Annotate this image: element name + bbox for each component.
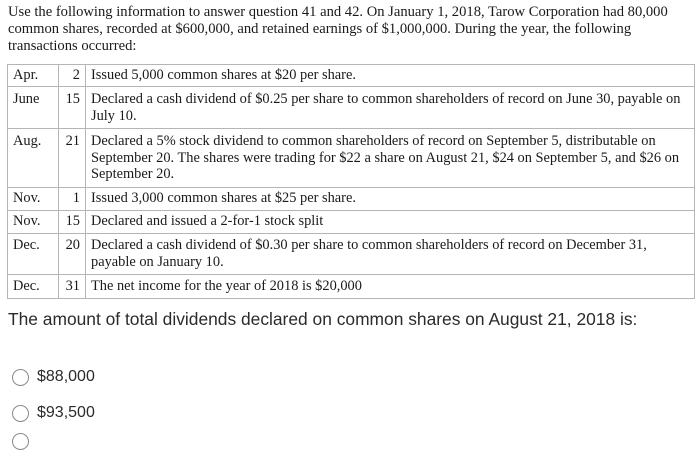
transactions-table [7, 64, 695, 299]
table-row [8, 188, 695, 211]
transaction-day: 2 [59, 65, 86, 87]
transaction-day: 1 [59, 188, 86, 211]
transaction-description: Declared a cash dividend of $0.25 per share to common shareholders of record on June 30, payable on July 10. [86, 87, 695, 129]
transaction-description: Issued 3,000 common shares at $25 per share. [86, 188, 695, 211]
transaction-description: Declared a cash dividend of $0.30 per share to common shareholders of record on December 31, payable on January 10. [86, 234, 695, 275]
answer-options [12, 365, 95, 437]
intro-text: Use the following information to answer question 41 and 42. On January 1, 2018, Tarow Corporation had 80,000 common shares, recorded at $600,000, and retained earnings of $1,000,000. During the year, the following transactions occurred: [8, 4, 668, 54]
transaction-month: June [8, 87, 59, 129]
transaction-day: 15 [59, 211, 86, 234]
transaction-month: Dec. [8, 234, 59, 275]
transaction-day: 15 [59, 87, 86, 129]
transaction-month: Aug. [8, 129, 59, 188]
radio-button[interactable] [12, 405, 29, 422]
transaction-description: Declared a 5% stock dividend to common shareholders of record on September 5, distributable on September 20. The shares were trading for $22 a share on August 21, $24 on September 5, and $26 on September 20. [86, 129, 695, 188]
table-row [8, 65, 695, 87]
table-row [8, 87, 695, 129]
transaction-description: The net income for the year of 2018 is $20,000 [86, 275, 695, 299]
transaction-month: Nov. [8, 211, 59, 234]
answer-option-label: $93,500 [37, 404, 95, 421]
answer-option-2[interactable] [12, 401, 95, 425]
table-row [8, 275, 695, 299]
radio-button[interactable] [12, 369, 29, 386]
table-row [8, 129, 695, 188]
transaction-day: 20 [59, 234, 86, 275]
transaction-month: Nov. [8, 188, 59, 211]
transaction-description: Issued 5,000 common shares at $20 per share. [86, 65, 695, 87]
question-text: The amount of total dividends declared on common shares on August 21, 2018 is: [8, 309, 638, 329]
table-row [8, 211, 695, 234]
answer-option-label: $88,000 [37, 368, 95, 385]
transaction-description: Declared and issued a 2-for-1 stock split [86, 211, 695, 234]
radio-button[interactable] [12, 433, 29, 450]
answer-option-1[interactable] [12, 365, 95, 389]
transaction-month: Apr. [8, 65, 59, 87]
transaction-day: 31 [59, 275, 86, 299]
transaction-day: 21 [59, 129, 86, 188]
table-row [8, 234, 695, 275]
transaction-month: Dec. [8, 275, 59, 299]
